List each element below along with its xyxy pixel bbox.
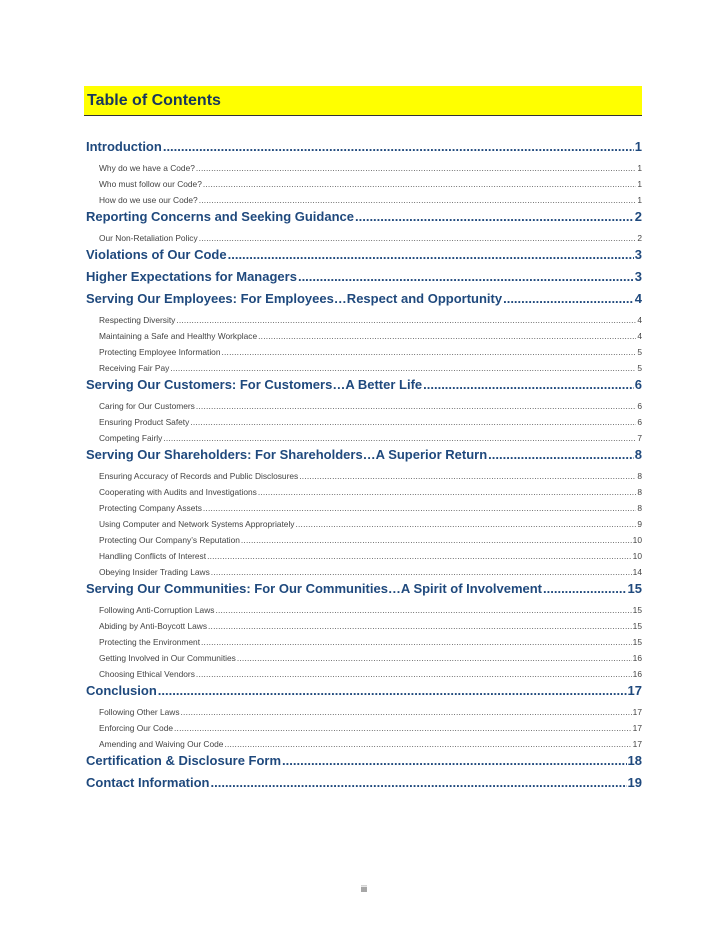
toc-entry-text: Amending and Waiving Our Code xyxy=(99,739,224,749)
toc-leader-dots xyxy=(282,752,626,770)
toc-page-number: 5 xyxy=(637,347,642,357)
toc-subsection-link[interactable] xyxy=(86,532,642,548)
toc-leader-dots xyxy=(181,704,632,720)
toc-entry-text: Using Computer and Network Systems Appropriately xyxy=(99,519,295,529)
toc-entry-text: Handling Conflicts of Interest xyxy=(99,551,207,561)
toc-entry-text: Why do we have a Code? xyxy=(99,163,195,173)
toc-page-number: 4 xyxy=(637,315,642,325)
toc-entry-text: Violations of Our Code xyxy=(86,247,227,262)
toc-section-link[interactable] xyxy=(86,268,642,290)
toc-page-number: 6 xyxy=(637,417,642,427)
toc-entry-text: Higher Expectations for Managers xyxy=(86,269,297,284)
toc-page-number: 8 xyxy=(637,487,642,497)
toc-entry-text: Following Other Laws xyxy=(99,707,180,717)
toc-entry-text: Serving Our Communities: For Our Communities…A Spirit of Involvement xyxy=(86,581,543,596)
toc-leader-dots xyxy=(423,376,634,394)
toc-subsection-link[interactable] xyxy=(86,484,642,500)
toc-leader-dots xyxy=(170,360,636,376)
toc-subsection-link[interactable] xyxy=(86,230,642,246)
toc-leader-dots xyxy=(199,192,637,208)
toc-subsection-link[interactable] xyxy=(86,328,642,344)
toc-section-link[interactable] xyxy=(86,774,642,796)
toc-leader-dots xyxy=(355,208,634,226)
toc-subsection-link[interactable] xyxy=(86,634,642,650)
toc-leader-dots xyxy=(224,736,631,752)
toc-page-number: 15 xyxy=(632,605,642,615)
toc-entry-text: Protecting the Environment xyxy=(99,637,201,647)
toc-page-number: 1 xyxy=(634,139,642,154)
toc-entry-text: Our Non-Retaliation Policy xyxy=(99,233,198,243)
toc-entry-text: Respecting Diversity xyxy=(99,315,176,325)
toc-leader-dots xyxy=(207,548,632,564)
toc-subsection-link[interactable] xyxy=(86,312,642,328)
toc-section-link[interactable] xyxy=(86,446,642,468)
toc-leader-dots xyxy=(299,468,636,484)
toc-leader-dots xyxy=(241,532,632,548)
toc-subsection-link[interactable] xyxy=(86,720,642,736)
toc-leader-dots xyxy=(211,564,632,580)
toc-subsection-link[interactable] xyxy=(86,618,642,634)
toc-section-link[interactable] xyxy=(86,376,642,398)
toc-subsection-link[interactable] xyxy=(86,192,642,208)
toc-page-number: 8 xyxy=(634,447,642,462)
toc-entry-text: Introduction xyxy=(86,139,162,154)
toc-page-number: 16 xyxy=(632,653,642,663)
toc-subsection-link[interactable] xyxy=(86,176,642,192)
toc-entry-text: Reporting Concerns and Seeking Guidance xyxy=(86,209,354,224)
toc-page-number: 4 xyxy=(637,331,642,341)
toc-entry-text: Obeying Insider Trading Laws xyxy=(99,567,210,577)
toc-list xyxy=(86,138,642,796)
toc-entry-text: Choosing Ethical Vendors xyxy=(99,669,195,679)
toc-leader-dots xyxy=(258,484,637,500)
toc-subsection-link[interactable] xyxy=(86,344,642,360)
toc-page-number: 6 xyxy=(637,401,642,411)
toc-title: Table of Contents xyxy=(84,86,642,116)
toc-section-link[interactable] xyxy=(86,246,642,268)
toc-leader-dots xyxy=(199,230,637,246)
toc-section-link[interactable] xyxy=(86,290,642,312)
toc-page-number: 17 xyxy=(632,739,642,749)
toc-leader-dots xyxy=(196,160,636,176)
toc-entry-text: Following Anti-Corruption Laws xyxy=(99,605,215,615)
toc-page-number: 7 xyxy=(637,433,642,443)
toc-page-number: 9 xyxy=(637,519,642,529)
toc-subsection-link[interactable] xyxy=(86,500,642,516)
toc-page-number: 14 xyxy=(632,567,642,577)
toc-page-number: 16 xyxy=(632,669,642,679)
toc-leader-dots xyxy=(174,720,632,736)
toc-subsection-link[interactable] xyxy=(86,564,642,580)
toc-leader-dots xyxy=(176,312,636,328)
toc-page-number: 10 xyxy=(632,551,642,561)
toc-entry-text: Conclusion xyxy=(86,683,157,698)
toc-entry-text: Maintaining a Safe and Healthy Workplace xyxy=(99,331,258,341)
toc-subsection-link[interactable] xyxy=(86,548,642,564)
toc-section-link[interactable] xyxy=(86,752,642,774)
toc-page-number: 10 xyxy=(632,535,642,545)
toc-leader-dots xyxy=(158,682,627,700)
toc-leader-dots xyxy=(163,430,636,446)
toc-subsection-link[interactable] xyxy=(86,704,642,720)
toc-leader-dots xyxy=(163,138,634,156)
toc-page-number: 15 xyxy=(632,637,642,647)
toc-subsection-link[interactable] xyxy=(86,516,642,532)
toc-subsection-link[interactable] xyxy=(86,468,642,484)
toc-leader-dots xyxy=(296,516,637,532)
toc-subsection-link[interactable] xyxy=(86,736,642,752)
toc-leader-dots xyxy=(201,634,632,650)
toc-entry-text: Enforcing Our Code xyxy=(99,723,174,733)
toc-leader-dots xyxy=(503,290,634,308)
toc-page-number: 17 xyxy=(632,723,642,733)
toc-subsection-link[interactable] xyxy=(86,666,642,682)
toc-page-number: 18 xyxy=(627,753,642,768)
toc-entry-text: Cooperating with Audits and Investigations xyxy=(99,487,257,497)
toc-entry-text: Competing Fairly xyxy=(99,433,163,443)
toc-page-number: 17 xyxy=(632,707,642,717)
toc-entry-text: Serving Our Customers: For Customers…A Better Life xyxy=(86,377,423,392)
toc-leader-dots xyxy=(190,414,636,430)
toc-entry-text: Who must follow our Code? xyxy=(99,179,202,189)
toc-page-number: 3 xyxy=(634,269,642,284)
toc-page-number: 15 xyxy=(632,621,642,631)
toc-leader-dots xyxy=(543,580,627,598)
toc-page-number: 2 xyxy=(637,233,642,243)
toc-leader-dots xyxy=(488,446,634,464)
toc-entry-text: Receiving Fair Pay xyxy=(99,363,170,373)
toc-leader-dots xyxy=(237,650,632,666)
toc-subsection-link[interactable] xyxy=(86,602,642,618)
toc-entry-text: Serving Our Employees: For Employees…Respect and Opportunity xyxy=(86,291,503,306)
toc-page-number: 15 xyxy=(627,581,642,596)
toc-leader-dots xyxy=(196,398,636,414)
toc-leader-dots xyxy=(211,774,627,792)
toc-section-link[interactable] xyxy=(86,138,642,160)
page-number: iii xyxy=(361,884,367,894)
toc-page-number: 1 xyxy=(637,179,642,189)
toc-page-number: 5 xyxy=(637,363,642,373)
toc-entry-text: Caring for Our Customers xyxy=(99,401,195,411)
toc-section-link[interactable] xyxy=(86,208,642,230)
toc-page-number: 3 xyxy=(634,247,642,262)
toc-leader-dots xyxy=(228,246,634,264)
toc-entry-text: Ensuring Accuracy of Records and Public Disclosures xyxy=(99,471,299,481)
toc-page-number: 4 xyxy=(634,291,642,306)
toc-leader-dots xyxy=(222,344,637,360)
toc-leader-dots xyxy=(208,618,632,634)
toc-page-number: 19 xyxy=(627,775,642,790)
toc-subsection-link[interactable] xyxy=(86,360,642,376)
toc-subsection-link[interactable] xyxy=(86,160,642,176)
toc-entry-text: Protecting Employee Information xyxy=(99,347,221,357)
toc-entry-text: How do we use our Code? xyxy=(99,195,198,205)
toc-page-number: 6 xyxy=(634,377,642,392)
toc-section-link[interactable] xyxy=(86,580,642,602)
toc-page-number: 1 xyxy=(637,163,642,173)
toc-leader-dots xyxy=(298,268,634,286)
toc-leader-dots xyxy=(258,328,636,344)
toc-page-number: 2 xyxy=(634,209,642,224)
toc-entry-text: Contact Information xyxy=(86,775,210,790)
toc-subsection-link[interactable] xyxy=(86,650,642,666)
toc-subsection-link[interactable] xyxy=(86,430,642,446)
toc-leader-dots xyxy=(215,602,631,618)
toc-page-number: 8 xyxy=(637,471,642,481)
toc-subsection-link[interactable] xyxy=(86,398,642,414)
toc-page-number: 1 xyxy=(637,195,642,205)
toc-page-number: 8 xyxy=(637,503,642,513)
toc-section-link[interactable] xyxy=(86,682,642,704)
toc-entry-text: Serving Our Shareholders: For Shareholders…A Superior Return xyxy=(86,447,488,462)
toc-entry-text: Abiding by Anti-Boycott Laws xyxy=(99,621,208,631)
toc-page-number: 17 xyxy=(627,683,642,698)
toc-entry-text: Protecting Our Company’s Reputation xyxy=(99,535,240,545)
toc-leader-dots xyxy=(203,176,636,192)
toc-subsection-link[interactable] xyxy=(86,414,642,430)
toc-leader-dots xyxy=(196,666,632,682)
toc-entry-text: Certification & Disclosure Form xyxy=(86,753,282,768)
toc-entry-text: Ensuring Product Safety xyxy=(99,417,190,427)
toc-entry-text: Getting Involved in Our Communities xyxy=(99,653,236,663)
toc-leader-dots xyxy=(203,500,636,516)
toc-entry-text: Protecting Company Assets xyxy=(99,503,202,513)
